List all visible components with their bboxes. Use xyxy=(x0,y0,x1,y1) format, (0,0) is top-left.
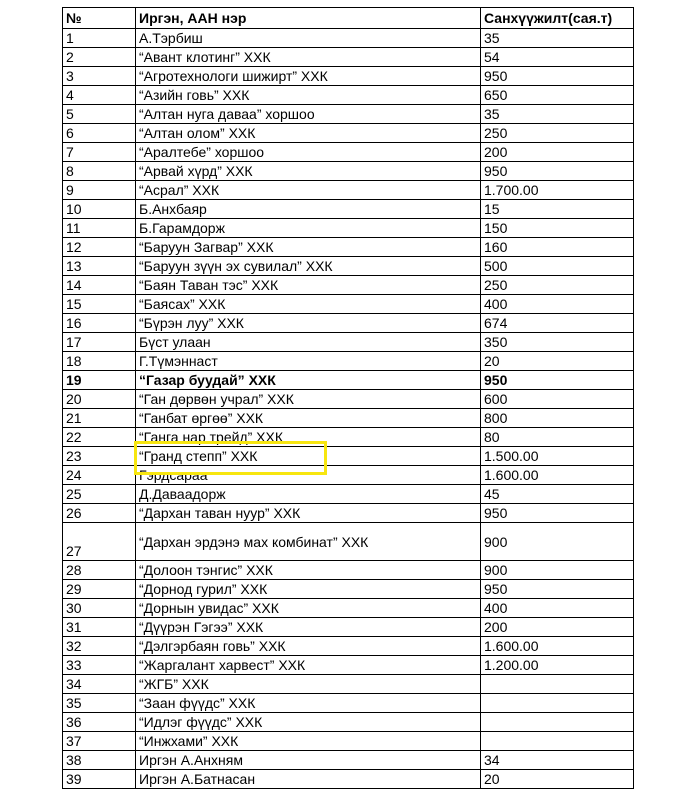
table-row xyxy=(63,238,634,257)
row-number-cell[interactable]: 16 xyxy=(63,314,136,333)
row-amount-cell[interactable]: 1.500.00 xyxy=(481,447,634,466)
table-row xyxy=(63,295,634,314)
row-amount-cell[interactable]: 400 xyxy=(481,599,634,618)
row-number-cell[interactable]: 13 xyxy=(63,257,136,276)
row-number-cell[interactable]: 15 xyxy=(63,295,136,314)
table-row xyxy=(63,162,634,181)
row-number-cell[interactable]: 7 xyxy=(63,143,136,162)
row-amount-cell[interactable]: 800 xyxy=(481,409,634,428)
row-name-cell[interactable]: Б.Анхбаяр xyxy=(136,200,481,219)
row-amount-cell[interactable]: 150 xyxy=(481,219,634,238)
table-row xyxy=(63,618,634,637)
row-number-cell[interactable]: 23 xyxy=(63,447,136,466)
row-name-cell[interactable]: “Дархан таван нуур” ХХК xyxy=(136,504,481,523)
table-row xyxy=(63,371,634,390)
table-header-row xyxy=(63,8,634,29)
table-row xyxy=(63,390,634,409)
row-number-cell[interactable]: 28 xyxy=(63,561,136,580)
row-name-cell[interactable]: “Дүүрэн Гэгээ” ХХК xyxy=(136,618,481,637)
row-name-cell[interactable]: “Дорнод гурил” ХХК xyxy=(136,580,481,599)
row-number-cell[interactable]: 30 xyxy=(63,599,136,618)
table-row xyxy=(63,770,634,789)
row-amount-cell[interactable]: 15 xyxy=(481,200,634,219)
row-amount-cell[interactable]: 650 xyxy=(481,86,634,105)
row-amount-cell[interactable] xyxy=(481,713,634,732)
row-amount-cell[interactable]: 950 xyxy=(481,580,634,599)
row-amount-cell[interactable]: 35 xyxy=(481,105,634,124)
row-name-cell[interactable]: “Ганбат өргөө” ХХК xyxy=(136,409,481,428)
row-name-cell[interactable]: Б.Гарамдорж xyxy=(136,219,481,238)
row-number-cell[interactable]: 6 xyxy=(63,124,136,143)
row-name-cell[interactable]: “Дэлгэрбаян говь” ХХК xyxy=(136,637,481,656)
row-name-cell[interactable]: “Баян Таван тэс” ХХК xyxy=(136,276,481,295)
row-name-cell[interactable]: “Аралтебе” хоршоо xyxy=(136,143,481,162)
row-amount-cell[interactable] xyxy=(481,675,634,694)
row-amount-cell[interactable]: 1.200.00 xyxy=(481,656,634,675)
row-number-cell[interactable]: 33 xyxy=(63,656,136,675)
table-row xyxy=(63,694,634,713)
row-number-cell[interactable]: 8 xyxy=(63,162,136,181)
funding-table xyxy=(62,7,634,789)
row-amount-cell[interactable]: 950 xyxy=(481,67,634,86)
header-name[interactable]: Иргэн, ААН нэр xyxy=(136,8,481,29)
row-amount-cell[interactable]: 600 xyxy=(481,390,634,409)
row-name-cell[interactable]: “Алтан олом” ХХК xyxy=(136,124,481,143)
table-row xyxy=(63,561,634,580)
table-row xyxy=(63,447,634,466)
row-amount-cell[interactable]: 54 xyxy=(481,48,634,67)
row-number-cell[interactable]: 3 xyxy=(63,67,136,86)
row-amount-cell[interactable]: 250 xyxy=(481,124,634,143)
table-row xyxy=(63,504,634,523)
table-row xyxy=(63,732,634,751)
row-name-cell[interactable]: “Дорнын увидас” ХХК xyxy=(136,599,481,618)
row-amount-cell[interactable]: 900 xyxy=(481,561,634,580)
row-amount-cell[interactable]: 950 xyxy=(481,162,634,181)
row-name-cell[interactable]: “ЖГБ” ХХК xyxy=(136,675,481,694)
table-row xyxy=(63,637,634,656)
row-name-cell[interactable]: Иргэн А.Анхням xyxy=(136,751,481,770)
row-number-cell[interactable]: 1 xyxy=(63,29,136,48)
table-row xyxy=(63,257,634,276)
row-number-cell[interactable]: 26 xyxy=(63,504,136,523)
table-row xyxy=(63,352,634,371)
row-number-cell[interactable]: 25 xyxy=(63,485,136,504)
table-row xyxy=(63,675,634,694)
row-number-cell[interactable]: 31 xyxy=(63,618,136,637)
row-name-cell[interactable]: “Азийн говь” ХХК xyxy=(136,86,481,105)
row-name-cell[interactable]: “Баруун Загвар” ХХК xyxy=(136,238,481,257)
row-number-cell[interactable]: 21 xyxy=(63,409,136,428)
table-row xyxy=(63,29,634,48)
row-name-cell[interactable]: “Бүрэн луу” ХХК xyxy=(136,314,481,333)
row-name-cell[interactable]: “Ган дөрвөн учрал” ХХК xyxy=(136,390,481,409)
row-amount-cell[interactable]: 1.700.00 xyxy=(481,181,634,200)
table-row xyxy=(63,656,634,675)
row-number-cell[interactable]: 2 xyxy=(63,48,136,67)
row-amount-cell[interactable]: 200 xyxy=(481,143,634,162)
row-number-cell[interactable]: 39 xyxy=(63,770,136,789)
row-number-cell[interactable]: 18 xyxy=(63,352,136,371)
header-number[interactable]: № xyxy=(63,8,136,29)
row-name-cell[interactable]: “Авант клотинг” ХХК xyxy=(136,48,481,67)
table-row xyxy=(63,200,634,219)
row-amount-cell[interactable]: 250 xyxy=(481,276,634,295)
row-number-cell[interactable]: 36 xyxy=(63,713,136,732)
row-name-cell[interactable]: “Идлэг фүүдс” ХХК xyxy=(136,713,481,732)
row-amount-cell[interactable]: 950 xyxy=(481,504,634,523)
table-row xyxy=(63,181,634,200)
row-name-cell[interactable]: “Ганга нар трейд” ХХК xyxy=(136,428,481,447)
row-amount-cell[interactable]: 35 xyxy=(481,29,634,48)
row-number-cell[interactable]: 22 xyxy=(63,428,136,447)
row-amount-cell[interactable]: 950 xyxy=(481,371,634,390)
row-name-cell[interactable]: Д.Даваадорж xyxy=(136,485,481,504)
row-number-cell[interactable]: 27 xyxy=(63,523,136,561)
row-amount-cell[interactable]: 674 xyxy=(481,314,634,333)
funding-table-body xyxy=(63,8,634,789)
row-name-cell[interactable]: “Асрал” ХХК xyxy=(136,181,481,200)
table-row xyxy=(63,48,634,67)
row-amount-cell[interactable]: 500 xyxy=(481,257,634,276)
row-name-cell[interactable]: “Агротехнологи шижирт” ХХК xyxy=(136,67,481,86)
table-row xyxy=(63,105,634,124)
table-row xyxy=(63,86,634,105)
row-name-cell[interactable]: “Инжхами” ХХК xyxy=(136,732,481,751)
row-number-cell[interactable]: 29 xyxy=(63,580,136,599)
table-row xyxy=(63,428,634,447)
row-name-cell[interactable]: Бүст улаан xyxy=(136,333,481,352)
row-name-cell[interactable]: “Баясах” ХХК xyxy=(136,295,481,314)
row-amount-cell[interactable] xyxy=(481,732,634,751)
table-row xyxy=(63,276,634,295)
row-number-cell[interactable]: 19 xyxy=(63,371,136,390)
row-name-cell[interactable]: “Алтан нуга даваа” хоршоо xyxy=(136,105,481,124)
table-row xyxy=(63,124,634,143)
table-row xyxy=(63,219,634,238)
row-amount-cell[interactable]: 20 xyxy=(481,770,634,789)
row-name-cell[interactable]: Г.Түмэннаст xyxy=(136,352,481,371)
row-amount-cell[interactable]: 80 xyxy=(481,428,634,447)
row-number-cell[interactable]: 32 xyxy=(63,637,136,656)
row-number-cell[interactable]: 10 xyxy=(63,200,136,219)
row-amount-cell[interactable] xyxy=(481,694,634,713)
row-number-cell[interactable]: 11 xyxy=(63,219,136,238)
row-name-cell[interactable]: Гэрдсараа xyxy=(136,466,481,485)
row-name-cell[interactable]: “Гранд степп” ХХК xyxy=(136,447,481,466)
row-amount-cell[interactable]: 45 xyxy=(481,485,634,504)
table-row xyxy=(63,485,634,504)
row-name-cell[interactable]: “Газар буудай” ХХК xyxy=(136,371,481,390)
table-row xyxy=(63,751,634,770)
row-name-cell[interactable]: “Арвай хүрд” ХХК xyxy=(136,162,481,181)
row-number-cell[interactable]: 14 xyxy=(63,276,136,295)
row-name-cell[interactable]: “Заан фүүдс” ХХК xyxy=(136,694,481,713)
row-amount-cell[interactable]: 350 xyxy=(481,333,634,352)
row-amount-cell[interactable]: 160 xyxy=(481,238,634,257)
row-amount-cell[interactable]: 1.600.00 xyxy=(481,466,634,485)
table-row xyxy=(63,333,634,352)
table-row xyxy=(63,67,634,86)
row-number-cell[interactable]: 5 xyxy=(63,105,136,124)
table-row xyxy=(63,713,634,732)
row-number-cell[interactable]: 35 xyxy=(63,694,136,713)
row-number-cell[interactable]: 9 xyxy=(63,181,136,200)
row-number-cell[interactable]: 4 xyxy=(63,86,136,105)
row-number-cell[interactable]: 12 xyxy=(63,238,136,257)
row-name-cell[interactable]: “Жаргалант харвест” ХХК xyxy=(136,656,481,675)
table-row xyxy=(63,523,634,561)
row-amount-cell[interactable]: 34 xyxy=(481,751,634,770)
row-name-cell[interactable]: “Долоон тэнгис” ХХК xyxy=(136,561,481,580)
row-name-cell[interactable]: Иргэн А.Батнасан xyxy=(136,770,481,789)
row-amount-cell[interactable]: 20 xyxy=(481,352,634,371)
table-row xyxy=(63,466,634,485)
row-amount-cell[interactable]: 200 xyxy=(481,618,634,637)
row-name-cell[interactable]: “Дархан эрдэнэ мах комбинат” ХХК xyxy=(136,523,481,561)
header-amount[interactable]: Санхүүжилт(сая.т) xyxy=(481,8,634,29)
row-number-cell[interactable]: 17 xyxy=(63,333,136,352)
row-number-cell[interactable]: 38 xyxy=(63,751,136,770)
row-number-cell[interactable]: 37 xyxy=(63,732,136,751)
table-row xyxy=(63,599,634,618)
row-amount-cell[interactable]: 400 xyxy=(481,295,634,314)
row-name-cell[interactable]: А.Тэрбиш xyxy=(136,29,481,48)
table-row xyxy=(63,580,634,599)
row-number-cell[interactable]: 24 xyxy=(63,466,136,485)
table-row xyxy=(63,409,634,428)
row-name-cell[interactable]: “Баруун зүүн эх сувилал” ХХК xyxy=(136,257,481,276)
row-amount-cell[interactable]: 1.600.00 xyxy=(481,637,634,656)
row-amount-cell[interactable]: 900 xyxy=(481,523,634,561)
row-number-cell[interactable]: 34 xyxy=(63,675,136,694)
row-number-cell[interactable]: 20 xyxy=(63,390,136,409)
table-row xyxy=(63,143,634,162)
table-row xyxy=(63,314,634,333)
